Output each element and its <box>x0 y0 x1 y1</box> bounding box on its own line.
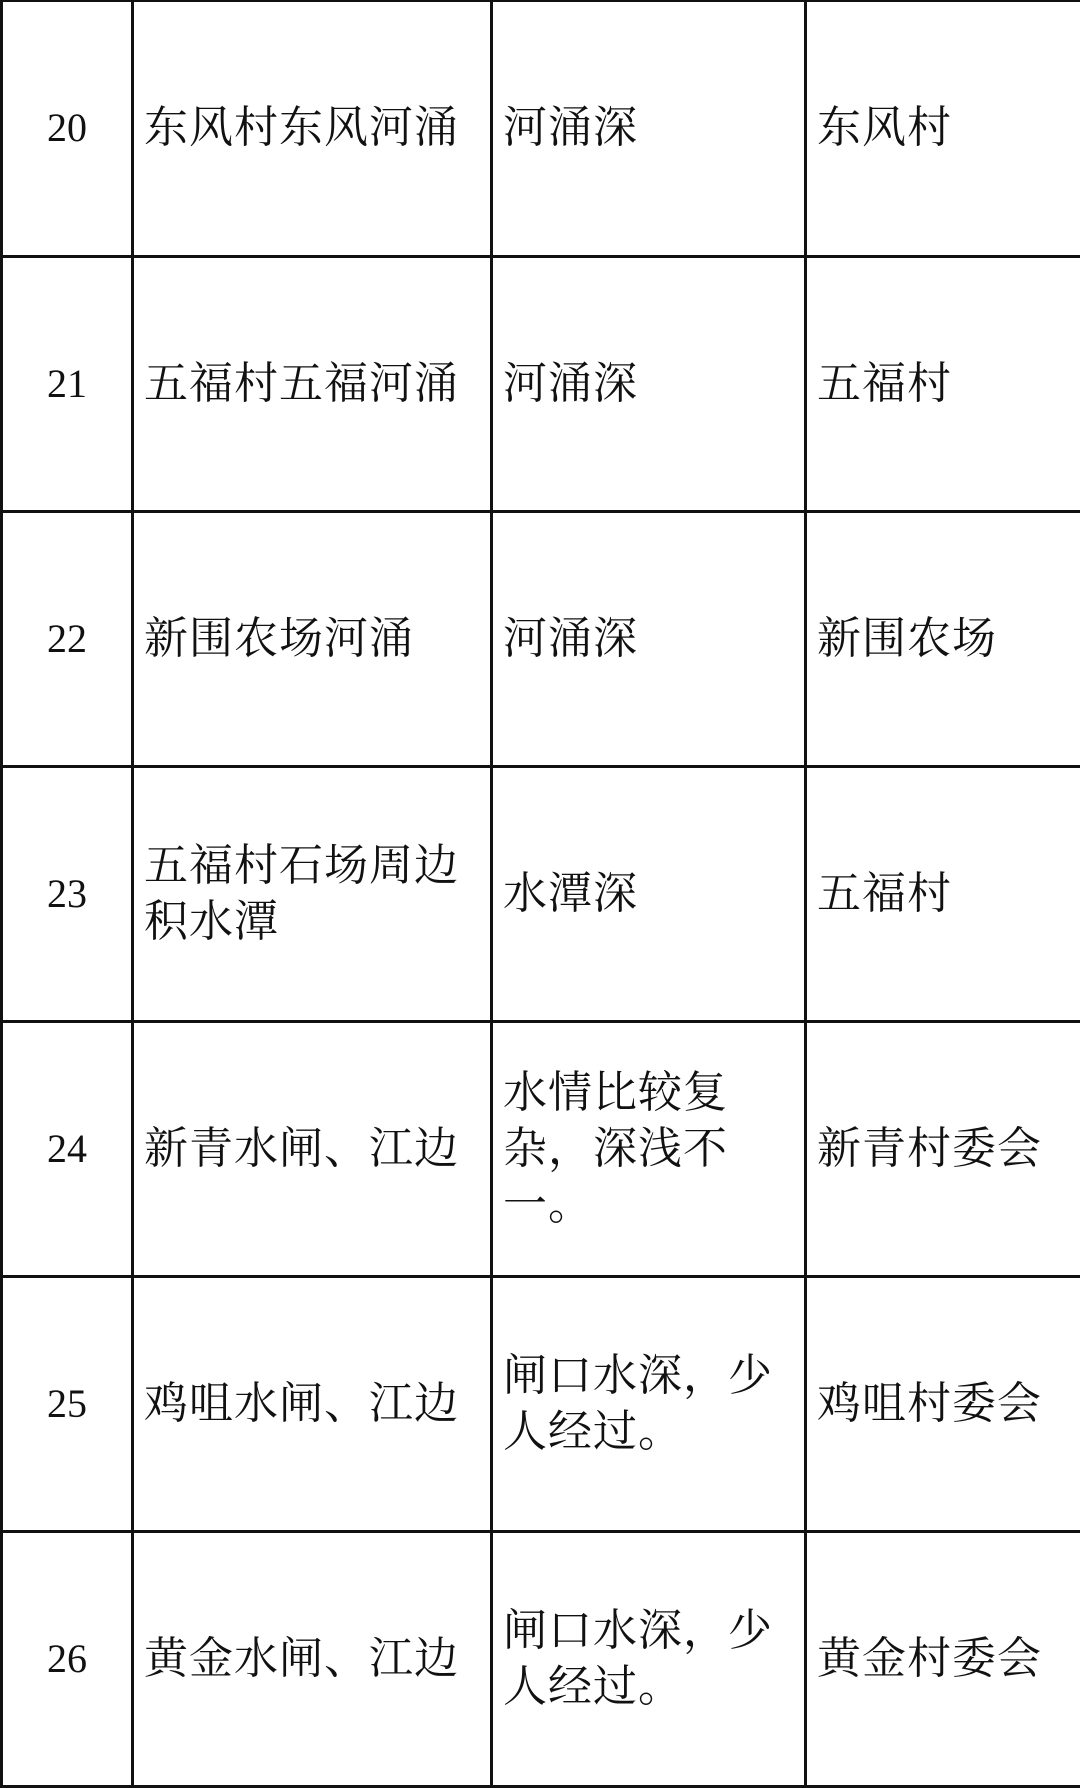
cell-hazard: 河涌深 <box>492 511 806 766</box>
cell-location: 黄金水闸、江边 <box>133 1531 492 1786</box>
cell-hazard: 水潭深 <box>492 766 806 1021</box>
cell-location: 五福村石场周边积水潭 <box>133 766 492 1021</box>
table-row <box>2 1531 1080 1786</box>
cell-responsible: 新围农场 <box>806 511 1080 766</box>
cell-number: 26 <box>2 1531 133 1786</box>
cell-location: 东风村东风河涌 <box>133 1 492 256</box>
cell-responsible: 五福村 <box>806 256 1080 511</box>
table-row <box>2 1276 1080 1531</box>
cell-responsible: 新青村委会 <box>806 1021 1080 1276</box>
cell-location: 鸡咀水闸、江边 <box>133 1276 492 1531</box>
table-row <box>2 256 1080 511</box>
table-body <box>2 1 1080 1787</box>
cell-hazard: 河涌深 <box>492 256 806 511</box>
cell-responsible: 鸡咀村委会 <box>806 1276 1080 1531</box>
table-row <box>2 1 1080 256</box>
cell-location: 五福村五福河涌 <box>133 256 492 511</box>
cell-hazard: 水情比较复杂，深浅不一。 <box>492 1021 806 1276</box>
cell-location: 新青水闸、江边 <box>133 1021 492 1276</box>
table-row <box>2 511 1080 766</box>
cell-number: 24 <box>2 1021 133 1276</box>
cell-hazard: 河涌深 <box>492 1 806 256</box>
cell-location: 新围农场河涌 <box>133 511 492 766</box>
cell-number: 22 <box>2 511 133 766</box>
cell-responsible: 五福村 <box>806 766 1080 1021</box>
table-row <box>2 1021 1080 1276</box>
table-row <box>2 766 1080 1021</box>
cell-number: 20 <box>2 1 133 256</box>
cell-number: 25 <box>2 1276 133 1531</box>
cell-number: 23 <box>2 766 133 1021</box>
cell-number: 21 <box>2 256 133 511</box>
cell-responsible: 黄金村委会 <box>806 1531 1080 1786</box>
cell-hazard: 闸口水深，少人经过。 <box>492 1531 806 1786</box>
cell-hazard: 闸口水深，少人经过。 <box>492 1276 806 1531</box>
cell-responsible: 东风村 <box>806 1 1080 256</box>
